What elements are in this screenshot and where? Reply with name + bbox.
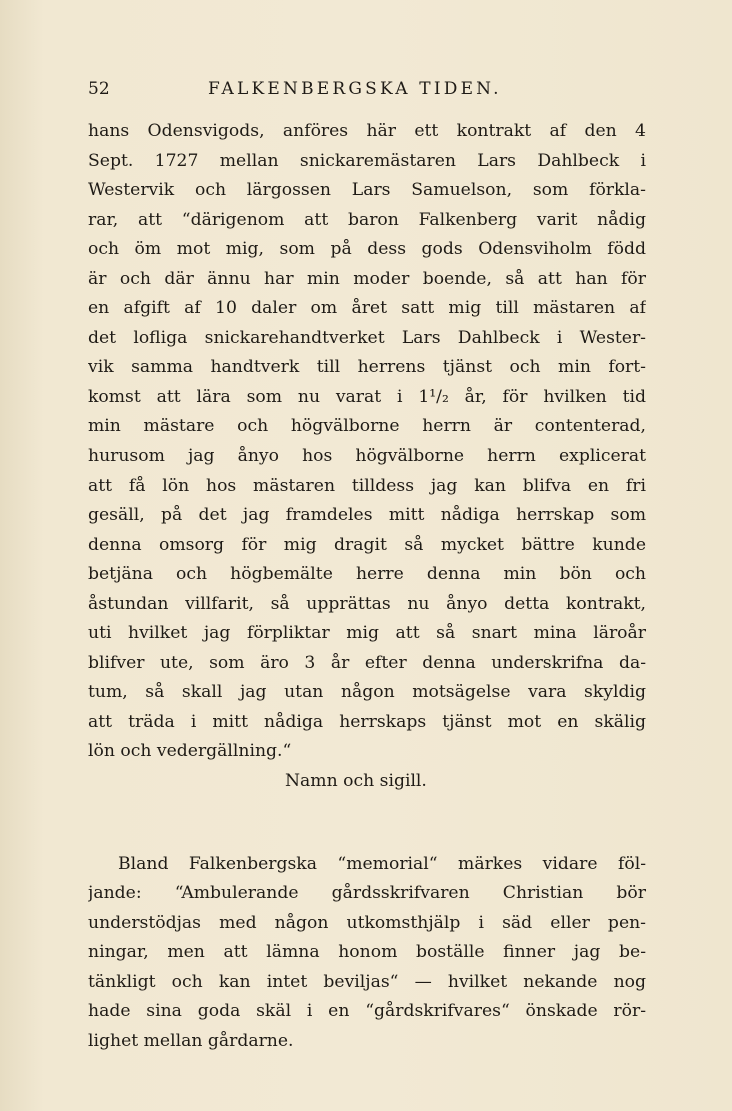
text-line: åstundan villfarit, så upprättas nu ånyo detta kontrakt, — [88, 593, 646, 614]
text-line: lighet mellan gårdarne. — [88, 1030, 294, 1051]
paragraph-gap — [88, 797, 646, 850]
text-line: hade sina goda skäl i en “gårdskrifvares“ önskade rör- — [88, 1001, 646, 1022]
paragraph-2 — [88, 850, 646, 1057]
text-line: vik samma handtverk till herrens tjänst och min fort- — [88, 357, 646, 378]
text-line: att träda i mitt nådiga herrskaps tjänst mot en skälig — [88, 711, 646, 732]
text-line: ningar, men att lämna honom boställe finner jag be- — [88, 942, 646, 963]
running-title: FALKENBERGSKA TIDEN. — [208, 79, 502, 99]
text-line: Sept. 1727 mellan snickaremästaren Lars Dahlbeck i — [88, 150, 646, 171]
text-line: rar, att “därigenom att baron Falkenberg varit nådig — [88, 209, 646, 230]
signature-line: Namn och sigill. — [285, 771, 427, 792]
text-line: betjäna och högbemälte herre denna min bön och — [88, 564, 646, 585]
page-number: 52 — [88, 79, 110, 99]
text-line: blifver ute, som äro 3 år efter denna underskrifna da- — [88, 652, 646, 673]
text-line: gesäll, på det jag framdeles mitt nådiga herrskap som — [88, 505, 646, 526]
paragraph-1 — [88, 117, 646, 767]
text-line: att få lön hos mästaren tilldess jag kan blifva en fri — [88, 475, 646, 496]
text-line: understödjas med någon utkomsthjälp i säd eller pen- — [88, 912, 646, 933]
text-line: min mästare och högvälborne herrn är contenterad, — [88, 416, 646, 437]
text-line: är och där ännu har min moder boende, så att han för — [88, 268, 646, 289]
text-line: jande: “Ambulerande gårdsskrifvaren Christian bör — [88, 883, 646, 904]
text-line: hans Odensvigods, anföres här ett kontrakt af den 4 — [88, 121, 646, 141]
text-line: det lofliga snickarehandtverket Lars Dahlbeck i Wester- — [88, 327, 646, 348]
text-line: komst att lära som nu varat i 1¹/₂ år, för hvilken tid — [88, 386, 646, 407]
text-line: tänkligt och kan intet beviljas“ — hvilket nekande nog — [88, 971, 646, 992]
text-line: och öm mot mig, som på dess gods Odensviholm född — [88, 239, 646, 260]
text-line: denna omsorg för mig dragit så mycket bättre kunde — [88, 534, 646, 555]
text-line: tum, så skall jag utan någon motsägelse vara skyldig — [88, 682, 646, 703]
text-line: lön och vedergällning.“ — [88, 741, 292, 762]
text-line: Bland Falkenbergska “memorial“ märkes vidare föl- — [118, 853, 646, 874]
text-line: hurusom jag ånyo hos högvälborne herrn explicerat — [88, 446, 646, 467]
text-line: Westervik och lärgossen Lars Samuelson, som förkla- — [88, 180, 646, 201]
text-line: uti hvilket jag förpliktar mig att så snart mina läroår — [88, 623, 646, 644]
text-line: en afgift af 10 daler om året satt mig till mästaren af — [88, 298, 646, 319]
body-text — [88, 117, 646, 1056]
